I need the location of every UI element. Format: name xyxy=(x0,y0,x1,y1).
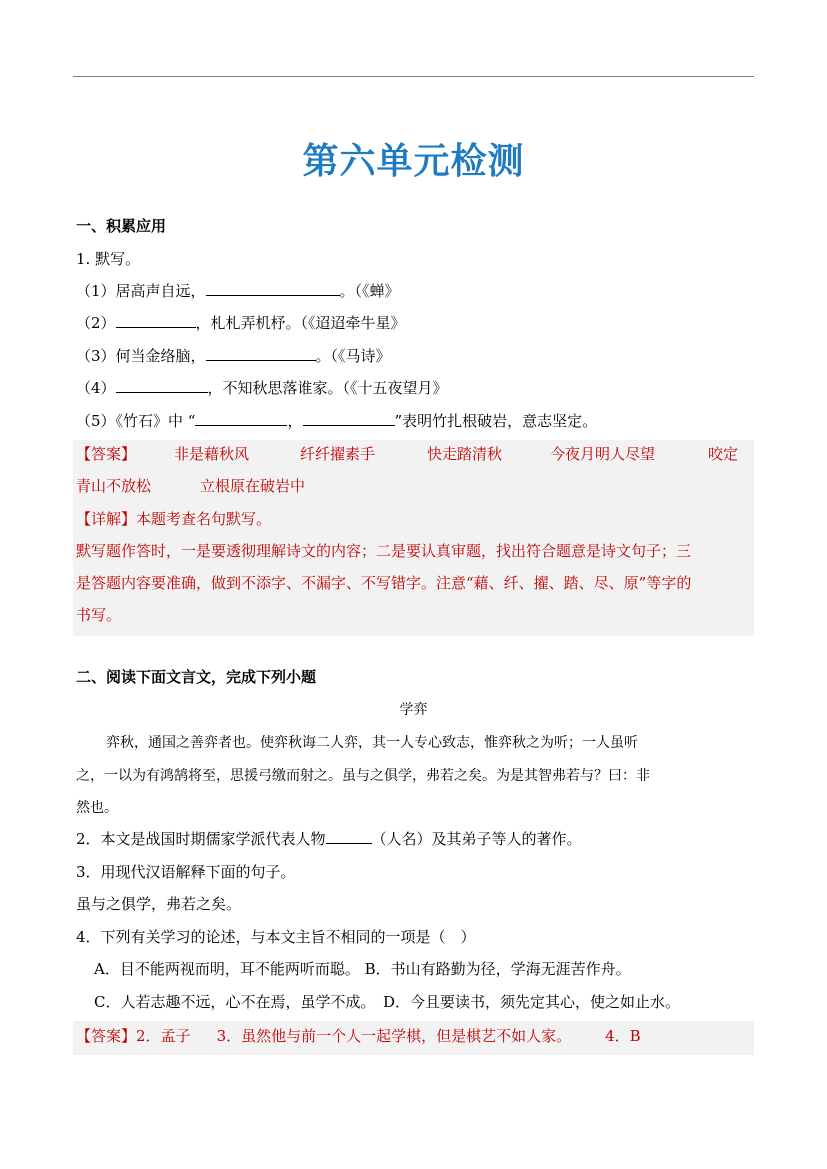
question-3: 3．用现代汉语解释下面的句子。 xyxy=(76,863,296,881)
question-3-sentence: 虽与之俱学，弗若之矣。 xyxy=(76,895,242,913)
answer-part: 立根原在破岩中 xyxy=(200,477,306,495)
item-prefix: （1）居高声自远， xyxy=(76,282,206,300)
item-middle: ， xyxy=(287,412,303,430)
answer-part: 今夜月明人尽望 xyxy=(550,445,656,463)
detail-intro-line xyxy=(76,508,271,530)
dictation-item-5 xyxy=(76,410,597,432)
fill-blank[interactable] xyxy=(116,377,208,393)
question-4: 4．下列有关学习的论述，与本文主旨不相同的一项是（ ） xyxy=(76,928,476,946)
detail-line: 是答题内容要准确，做到不添字、不漏字、不写错字。注意“藉、纤、擢、踏、尽、原”等字的 xyxy=(76,574,692,592)
answer-part: 3．虽然他与前一个人一起学棋，但是棋艺不如人家。 xyxy=(216,1027,572,1045)
item-suffix: ，不知秋思落谁家。（《十五夜望月》 xyxy=(207,379,448,397)
dictation-item-3 xyxy=(76,345,391,367)
item-suffix: 。（《蝉》 xyxy=(339,282,400,300)
answer-part: 快走踏清秋 xyxy=(427,445,503,463)
answer-part: 2．孟子 xyxy=(136,1027,191,1045)
passage-title: 学弈 xyxy=(399,702,428,718)
passage-line: 弈秋，通国之善弈者也。使弈秋诲二人弈，其一人专心致志，惟弈秋之为听；一人虽听 xyxy=(106,735,638,751)
section-heading-1: 一、积累应用 xyxy=(76,217,167,235)
dictation-item-4 xyxy=(76,377,448,399)
fill-blank[interactable] xyxy=(195,410,287,426)
answer-box-1 xyxy=(73,440,754,636)
detail-line: 书写。 xyxy=(76,606,122,624)
question-1: 1. 默写。 xyxy=(76,250,141,268)
fill-blank[interactable] xyxy=(326,828,372,844)
item-prefix: （3）何当金络脑， xyxy=(76,347,206,365)
page-title: 第六单元检测 xyxy=(302,141,525,182)
detail-label: 【详解】 xyxy=(76,510,137,528)
passage-line: 之，一以为有鸿鹄将至，思援弓缴而射之。虽与之俱学，弗若之矣。为是其智弗若与？曰：非 xyxy=(76,768,650,784)
detail-line: 默写题作答时，一是要透彻理解诗文的内容；二是要认真审题，找出符合题意是诗文句子；三 xyxy=(76,542,692,560)
question-4-options-row-1: A．目不能两视而明，耳不能两听而聪。 B．书山有路勤为径，学海无涯苦作舟。 xyxy=(94,960,631,978)
fill-blank[interactable] xyxy=(303,410,395,426)
question-4-options-row-2: C．人若志趣不远，心不在焉，虽学不成。 D．今且要读书，须先定其心，使之如止水。 xyxy=(94,993,681,1011)
question-2-prefix: 2．本文是战国时期儒家学派代表人物 xyxy=(76,830,326,848)
answer-line-2 xyxy=(76,1025,641,1047)
answer-label: 【答案】 xyxy=(76,1027,137,1045)
item-suffix: ，札札弄机杼。（《迢迢牵牛星》 xyxy=(195,314,406,332)
question-2-suffix: （人名）及其弟子等人的著作。 xyxy=(371,830,582,848)
dictation-item-1 xyxy=(76,280,400,302)
item-suffix: ”表明竹扎根破岩，意志坚定。 xyxy=(394,412,598,430)
fill-blank[interactable] xyxy=(206,345,316,361)
section-heading-2: 二、阅读下面文言文，完成下列小题 xyxy=(76,668,317,686)
item-prefix: （5）《竹石》中 “ xyxy=(76,412,196,430)
dictation-item-2 xyxy=(76,312,406,334)
fill-blank[interactable] xyxy=(206,280,340,296)
fill-blank[interactable] xyxy=(116,312,196,328)
answer-part: 非是藉秋风 xyxy=(174,445,250,463)
answer-part: 纤纤擢素手 xyxy=(300,445,376,463)
answer-label: 【答案】 xyxy=(76,445,137,463)
item-prefix: （2） xyxy=(76,314,116,332)
item-prefix: （4） xyxy=(76,379,116,397)
item-suffix: 。（《马诗》 xyxy=(315,347,391,365)
answer-part: 4．B xyxy=(605,1027,641,1045)
passage-line: 然也。 xyxy=(76,800,118,816)
answer-part: 青山不放松 xyxy=(76,477,152,495)
header-rule xyxy=(73,76,754,77)
answer-part: 咬定 xyxy=(708,445,739,463)
question-2 xyxy=(76,828,582,850)
detail-intro: 本题考查名句默写。 xyxy=(136,510,272,528)
